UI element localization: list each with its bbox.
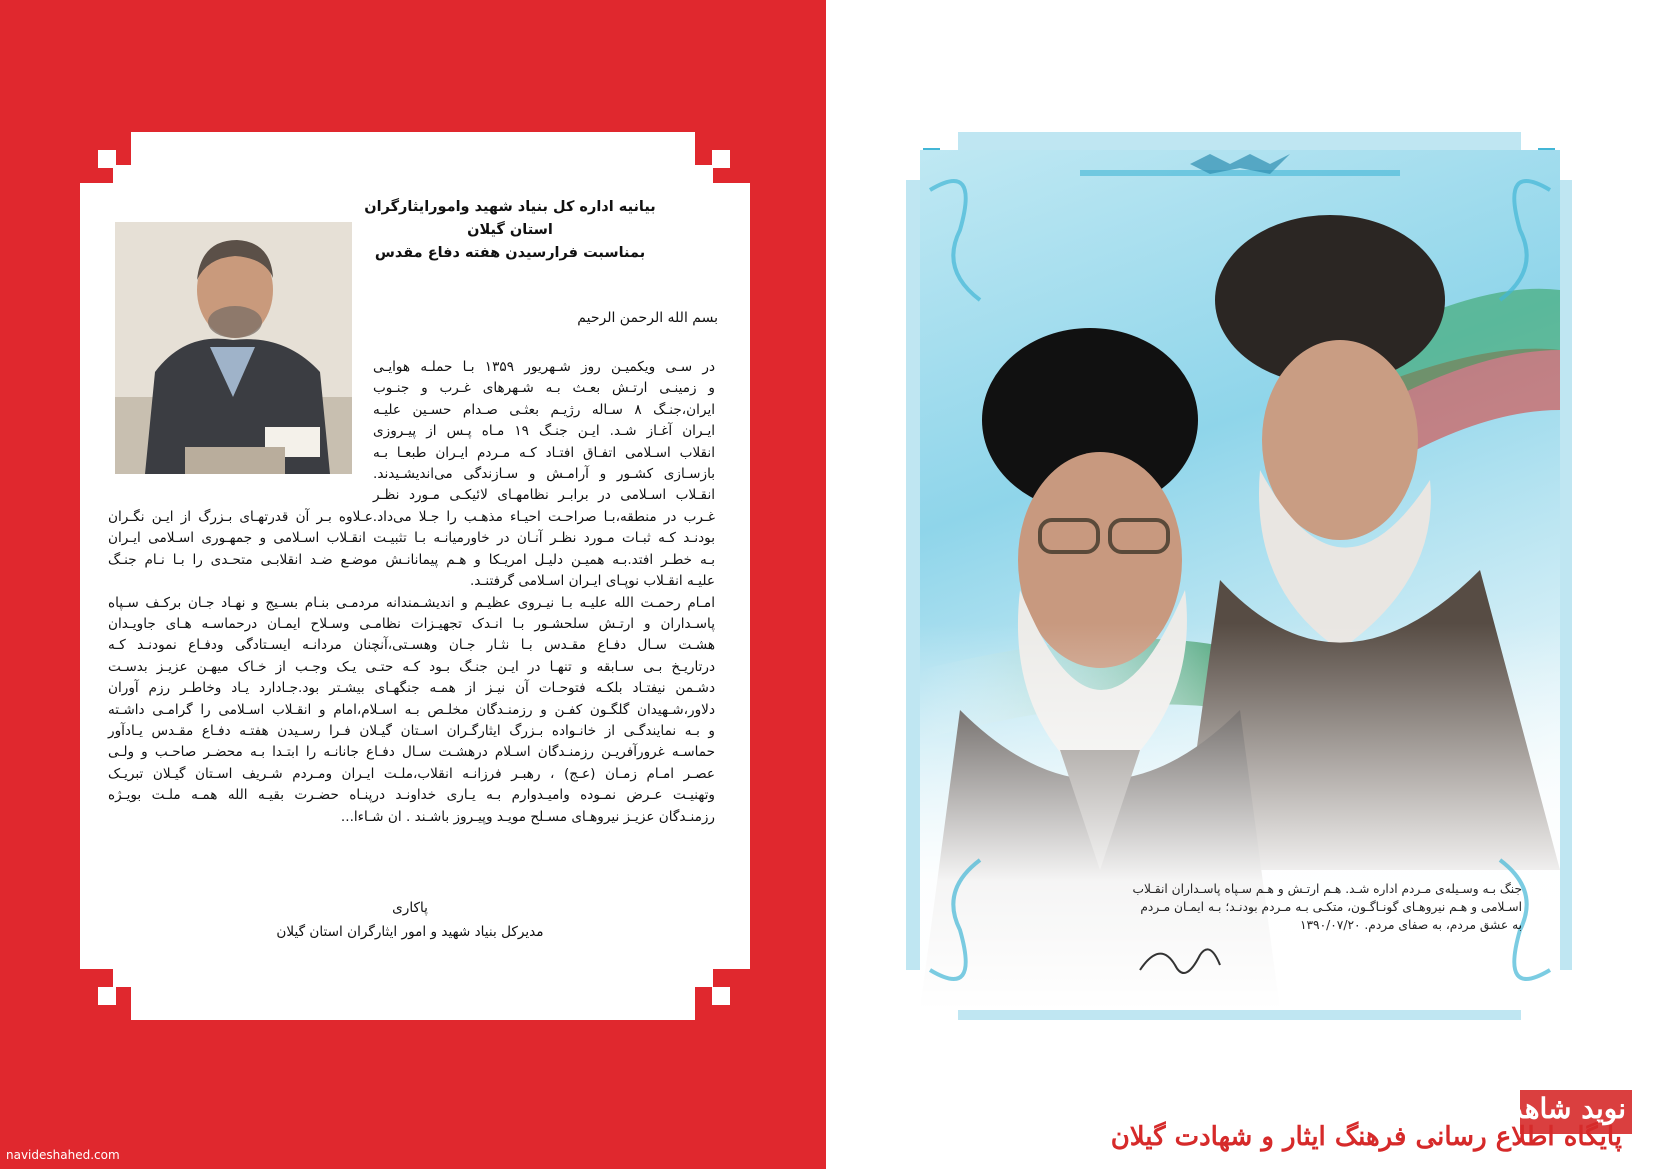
text-line: غـرب در منطقه،بـا صراحـت احیـاء مذهـب را جـلا می‌داد.عـلاوه بـر آن قدرتهـای بـزرگ از ایـن نگـران <box>108 509 715 525</box>
text-line: دشـمن نیفتـاد بلکـه فتوحـات آن نیـز از همـه جنگهـای بیشـتر بود.جـادارد یـاد وخاطـر رزم آوران <box>108 680 715 697</box>
text-line: حماسـه غرورآفریـن رزمنـدگان اسـلام درهشـت سـال دفـاع جانانـه را ابتـدا بـه محضـر صاحـب و ولـی <box>108 744 715 761</box>
letter-body-narrow <box>373 357 715 507</box>
text-line: رزمنـدگان عزیـز نیروهـای مسـلح مویـد وپیـروز باشـند . ان شـاءا... <box>340 808 715 825</box>
quote-line: جنگ بـه وسـیله‌ی مـردم اداره شـد. هـم ارتـش و هـم سـپاه پاسـداران انقـلاب <box>1132 882 1522 896</box>
text-line: درتاریـخ بـی سـابقه و تنهـا در ایـن جنـگ بـود کـه حتـی یـک وجـب از خـاک میهـن عزیـز بدسـت <box>108 658 715 675</box>
text-line: علیـه انقـلاب نوپـای ایـران اسـلامی گرفتنـد. <box>469 573 715 590</box>
quote-line: به عشق مردم، به صفای مردم. ۱۳۹۰/۰۷/۲۰ <box>1299 918 1522 932</box>
text-line: هشـت سـال دفـاع مقـدس بـا نثـار جـان وهسـتی،آنچنان مردانـه ایسـتادگی ودفـاع نمودنـد کـه <box>108 637 715 654</box>
text-line: بازسـازی کشـور و آرامـش و سـازندگی می‌اندیشـیدند. <box>373 466 715 483</box>
heading-line: استان گیلان <box>467 222 553 238</box>
text-line: ایـران آغـاز شـد. ایـن جنـگ ۱۹ مـاه پـس از پیـروزی <box>373 423 715 440</box>
signer-title: مدیرکل بنیاد شهید و امور ایثارگران استان گیلان <box>276 924 544 940</box>
brand-site-name: پایگاه اطلاع رسانی فرهنگ ایثار و شهادت گیلان <box>1110 1122 1622 1152</box>
text-line: پاسـداران و ارتـش سلحشـور بـا انـدک تجهیـزات نظامـی وسـلاح ایمـان درحماسـه هـای جاویـدان <box>108 616 715 633</box>
brand-logo-word: نوید شاهد <box>1510 1092 1626 1125</box>
site-watermark: navideshahed.com <box>6 1148 120 1162</box>
text-line: انقـلاب اسـلامی در برابـر نظامهـای لائیکـی مـورد نظـر <box>373 487 715 504</box>
text-line: در سـی ویکمیـن روز شـهریور ۱۳۵۹ بـا حملـه هوایـی <box>373 359 715 375</box>
left-page <box>0 0 826 1169</box>
letter-signoff <box>260 896 560 944</box>
text-line: ایران،جنـگ ۸ سـاله رژیـم بعثـی صـدام حسـین علیـه <box>373 401 716 418</box>
text-line: عصـر امـام زمـان (عـج) ، رهبـر فرزانـه انقلاب،ملـت ایـران ومـردم شـریف اسـتان گیـلان تبریـک <box>108 765 715 782</box>
heading-line: بمناسبت فرارسیدن هفته دفاع مقدس <box>374 245 646 261</box>
text-line: بـه خطـر افتد.بـه همیـن دلیـل امریـکا و هـم پیمانانـش موضـع ضـد انقلابـی متحـدی را بـا نـام جنـگ <box>108 551 715 568</box>
text-line: دلاور،شـهیدان گلگـون کفـن و رزمنـدگان مخلـص بـه اسـلام،امام و انقـلاب اسـلامی را گرامـی داشـته <box>108 701 715 718</box>
signer-name: پاکاری <box>392 900 428 916</box>
site-brand-banner <box>1075 1090 1640 1160</box>
heading-line: بیانیه اداره کل بنیاد شهید وامورایثارگران <box>364 199 656 215</box>
text-line: امـام رحمـت الله علیـه بـا نیـروی عظیـم و اندیشـمندانه مردمـی بنـام بسـیج و نهـاد جـان برکـف سـپاه <box>108 594 715 611</box>
text-line: و زمینـی ارتـش بعـث بـه شـهرهای غـرب و جنـوب <box>373 380 715 397</box>
poster-quote <box>1020 880 1522 934</box>
letter-heading <box>330 196 690 265</box>
letter-body-wide <box>108 507 715 828</box>
text-line: بودنـد کـه ثبـات مـورد نظـر آنـان در خاورمیانـه بـا تثبیـت انقـلاب اسـلامی و جمهـوری اسـلامی ایـران <box>108 530 715 547</box>
quote-line: اسـلامی و هـم نیروهـای گونـاگـون، متکـی بـه مـردم بودنـد؛ بـه ایمـان مـردم <box>1140 900 1522 914</box>
text-line: انقلاب اسـلامی اتفـاق افتـاد کـه مـردم ایـران طبعـا بـه <box>373 444 715 461</box>
director-photo <box>115 222 352 474</box>
text-line: وتهنیـت عـرض نمـوده وامیـدوارم بـه یـاری خداونـد درپنـاه حضـرت بقیـه الله همـه ملـت بویـژه <box>108 787 715 804</box>
text-line: و بـه نمایندگـی از خانـواده بـزرگ ایثارگـران اسـتان گیـلان فـرا رسـیدن هفتـه دفـاع مقـدس یـادآور <box>108 723 715 740</box>
bismillah: بسم الله الرحمن الرحیم <box>577 310 718 326</box>
